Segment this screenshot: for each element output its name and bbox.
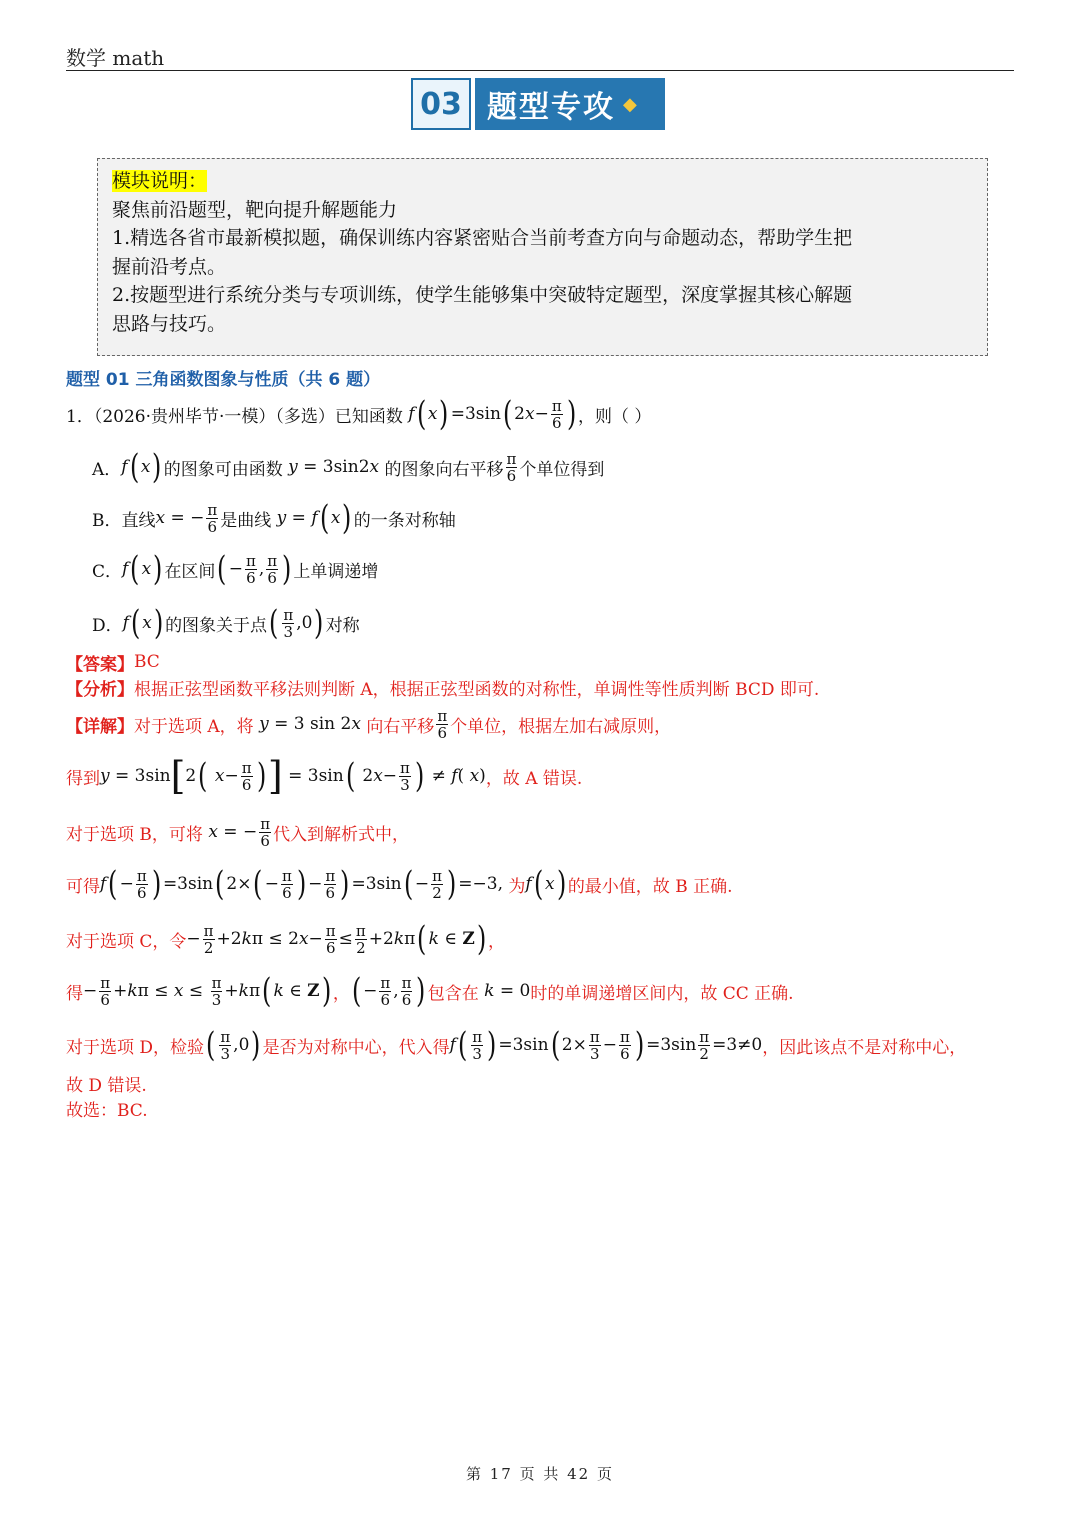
module-line: 思路与技巧。 [112,312,227,335]
option-d-label: D． [92,615,123,636]
detail-text: 对于选项 C，令 [66,931,187,952]
answer-line [66,650,160,674]
detail-text: ，因此该点不是对称中心， [762,1037,967,1058]
detail-text: 对于选项 A，将 [134,716,254,737]
detail-line-2: 得到 y = 3sin [ 2 ( x − $\frac{\pi}{6}$ ) ] = 3sin ( 2 x − $\frac{\pi}{3}$ ) ≠ f ( x ) ，故 A 错误. [66,754,583,798]
module-description-box [97,158,988,356]
detail-text: 时的单调递增区间内，故 CC 正确. [530,983,794,1004]
detail-text: 故 D 错误. [66,1075,147,1096]
question-suffix: ，则（ ） [577,406,652,427]
option-d: D． f ( x ) 的图象关于点 ( $\frac{\pi}{3}$ ,0 ) 对称 [92,603,360,643]
formula-fx: f [408,404,415,424]
detail-text: 可得 [66,876,100,897]
option-b-label: B．直线 [92,510,156,531]
detail-line-1: 【详解】 对于选项 A，将 y = 3 sin 2x 向右平移 $\frac{\pi}{6}$ 个单位，根据左加右减原则， [66,706,672,742]
detail-text: 故选：BC. [66,1100,148,1121]
detail-text: 的最小值，故 B 正确. [567,876,733,897]
detail-line-8 [66,1072,147,1094]
detail-line-3: 对于选项 B，可将 x = − $\frac{\pi}{6}$ 代入到解析式中， [66,814,410,850]
module-line: 握前沿考点。 [112,255,227,278]
detail-label: 【详解】 [66,716,134,737]
detail-text: 是否为对称中心，代入得 [262,1037,450,1058]
page-footer: 第 17 页 共 42 页 [465,1465,614,1483]
question-prefix: 1．（2026·贵州毕节·一模）（多选）已知函数 [66,406,403,427]
banner-title [475,78,665,130]
option-c-text: 上单调递增 [293,561,379,582]
detail-line-6: 得 − $\frac{\pi}{6}$ + k π ≤ x ≤ $\frac{\pi}{3}$ + k π ( k ∈ Z ) ， ( − $\frac{\pi}{6}$ , $\frac{\pi}{6}$ ) 包含在 k = 0 时的单调递增区间内，故 CC 正确. [66,971,794,1011]
diamond-icon: ◆ [623,93,639,115]
detail-text: ， [488,931,505,952]
question-stem: 1．（2026·贵州毕节·一模）（多选）已知函数 f ( x ) =3sin ( 2 x − $\frac{\pi}{6}$ ) ，则（ ） [66,394,652,434]
option-b: B．直线 x = − $\frac{\pi}{6}$ 是曲线 y = f ( x ) 的一条对称轴 [92,498,456,538]
analysis-label: 【分析】 [66,679,134,700]
header-rule [66,70,1014,71]
banner-number: 03 [411,78,471,130]
analysis-line [66,675,819,699]
detail-line-5: 对于选项 C，令 − $\frac{\pi}{2}$ +2 k π ≤ 2 x − $\frac{\pi}{6}$ ≤ $\frac{\pi}{2}$ +2 k π ( k ∈ Z ) ， [66,919,505,959]
module-line: 2.按题型进行系统分类与专项训练，使学生能够集中突破特定题型，深度掌握其核心解题 [112,284,853,306]
detail-line-7: 对于选项 D，检验 ( $\frac{\pi}{3}$ ,0 ) 是否为对称中心，代入得 f ( $\frac{\pi}{3}$ ) =3sin ( 2× $\frac{\pi}{3}$ − $\frac{\pi}{6}$ ) =3sin $\frac{\pi}{2}$ =3≠0 ，因此该点不是对称中心， [66,1025,967,1065]
module-line: 1.精选各省市最新模拟题，确保训练内容紧密贴合当前考查方向与命题动态，帮助学生把 [112,227,853,249]
option-a-label: A． [92,459,122,480]
detail-text: 对于选项 D，检验 [66,1037,205,1058]
detail-text: 得到 [66,768,100,789]
detail-text: ，故 A 错误. [485,768,583,789]
option-c-label: C． [92,561,123,582]
module-line: 聚焦前沿题型，靶向提升解题能力 [112,198,398,221]
detail-text: 对于选项 B，可将 [66,824,203,845]
detail-text: 为 [508,876,526,897]
analysis-text: 根据正弦型函数平移法则判断 A，根据正弦型函数的对称性，单调性等性质判断 BCD 即可. [134,679,820,700]
option-a-text: 的图象向右平移 [384,459,504,480]
detail-text: 得 [66,983,83,1004]
detail-text: 向右平移 [366,716,435,737]
detail-line-4: 可得 f ( − $\frac{\pi}{6}$ ) =3sin ( 2× ( − $\frac{\pi}{6}$ ) − $\frac{\pi}{6}$ ) =3sin ( − $\frac{\pi}{2}$ ) =−3, 为 f ( x ) 的最小值，故 B 正确. [66,864,733,904]
option-b-text: 是曲线 [220,510,272,531]
section-title: 题型 01 三角函数图象与性质（共 6 题） [66,370,381,390]
option-d-text: 的图象关于点 [165,615,268,636]
detail-text: 包含在 [427,983,479,1004]
option-d-text: 对称 [325,615,360,636]
banner-title-text: 题型专攻 [487,90,615,125]
detail-line-9 [66,1097,148,1119]
option-a-text: 个单位得到 [519,459,605,480]
answer-value: BC [134,652,160,672]
section-banner [411,78,665,130]
answer-label: 【答案】 [66,654,134,675]
detail-text: 个单位，根据左加右减原则， [450,716,672,737]
option-a-text: 的图象可由函数 [163,459,283,480]
detail-text: ， [332,983,350,1004]
option-a: A． f ( x ) 的图象可由函数 y = 3sin2 x 的图象向右平移 $\frac{\pi}{6}$ 个单位得到 [92,447,605,487]
option-c: C． f ( x ) 在区间 ( − $\frac{\pi}{6}$ , $\frac{\pi}{6}$ ) 上单调递增 [92,549,379,589]
module-label: 模块说明： [112,170,208,192]
option-b-text: 的一条对称轴 [353,510,456,531]
page-header: 数学 math [66,46,165,70]
detail-text: 代入到解析式中， [273,824,410,845]
option-c-text: 在区间 [164,561,216,582]
